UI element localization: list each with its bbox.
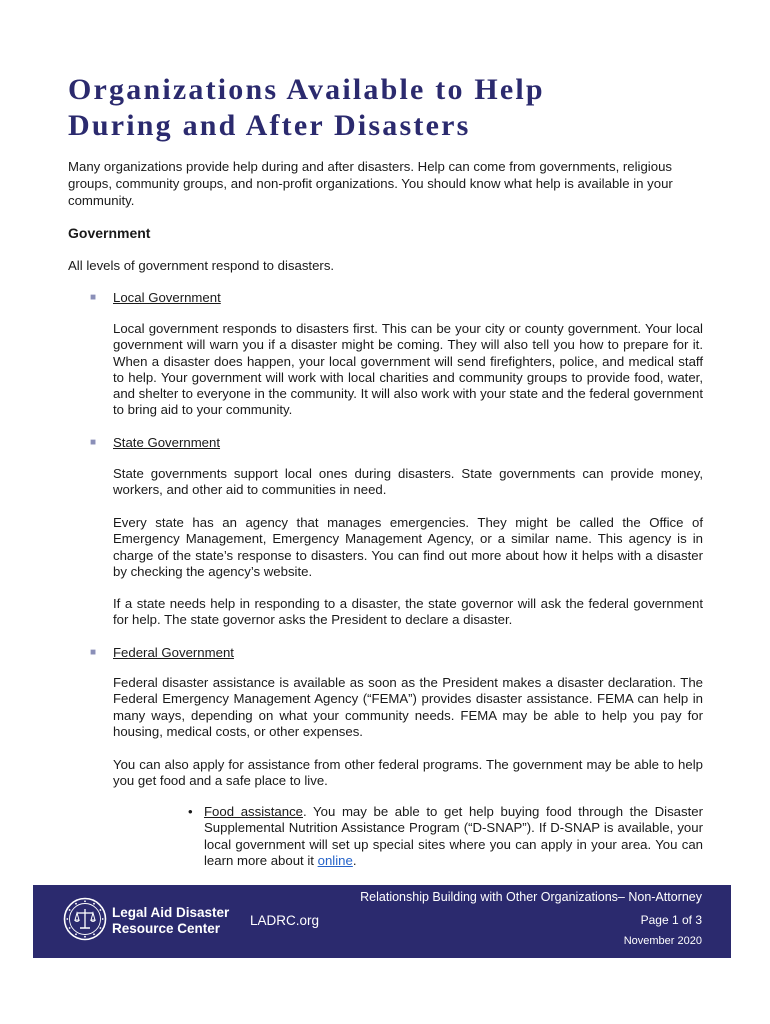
state-government-paragraph-3: If a state needs help in responding to a disaster, the state governor will ask the federal government for help. The state governor asks the President to declare a disaster. <box>113 596 703 628</box>
section-lead: All levels of government respond to disasters. <box>68 258 335 273</box>
page-number: Page 1 of 3 <box>640 913 702 927</box>
intro-paragraph: Many organizations provide help during and after disasters. Help can come from governments, religious groups, community groups, and non-profit organizations. You should know what help is available in your community. <box>68 159 673 208</box>
state-government-paragraph-1: State governments support local ones during disasters. State governments can provide money, workers, and other aid to communities in need. <box>113 466 703 498</box>
state-government-heading: State Government <box>113 435 221 450</box>
food-assistance-item <box>188 804 703 869</box>
bullet-icon: ■ <box>90 437 97 448</box>
state-government-paragraph-2: Every state has an agency that manages emergencies. They might be called the Office of Emergency Management, Emergency Management Agency, or a similar name. This agency is in charge of the state’s response to disasters. You can find out more about how it helps with a disaster by checking the agency’s website. <box>113 515 703 579</box>
org-name-line-1: Legal Aid Disaster <box>112 905 230 920</box>
food-assistance-label: Food assistance <box>204 804 303 819</box>
title-line-1: Organizations Available to Help <box>68 73 545 106</box>
federal-government-paragraph-2: You can also apply for assistance from other federal programs. The government may be able to help you get food and a safe place to live. <box>113 757 703 789</box>
footer-date: November 2020 <box>623 935 702 947</box>
federal-government-heading: Federal Government <box>113 645 234 660</box>
section-heading: Government <box>68 225 151 241</box>
food-assistance-text <box>204 804 703 869</box>
online-link[interactable]: online <box>317 852 353 868</box>
footer-document-title: Relationship Building with Other Organizations– Non-Attorney <box>360 890 702 904</box>
org-name-line-2: Resource Center <box>112 921 221 936</box>
website-url: LADRC.org <box>250 913 320 928</box>
ladrc-seal-logo <box>63 897 107 941</box>
title-line-2: During and After Disasters <box>68 109 471 142</box>
footer-banner <box>33 885 731 958</box>
federal-government-paragraph-1: Federal disaster assistance is available as soon as the President makes a disaster declaration. The Federal Emergency Management Agency (“FEMA”) provides disaster assistance. FEMA can help in many ways, depending on what your community needs. FEMA may be able to help you pay for housing, medical costs, or other expenses. <box>113 675 703 739</box>
bullet-icon: ■ <box>90 647 97 658</box>
food-assistance-end: . <box>352 852 357 868</box>
local-government-paragraph: Local government responds to disasters first. This can be your city or county government. Your local government will warn you if a disaster might be coming. They will also tell you how to prepare for it. When a disaster does happen, your local government will send firefighters, police, and medical staff to help. Your government will work with local charities and community groups to provide food, water, and shelter to everyone in the community. It will also work with your state and the federal government to bring aid to your community. <box>113 321 703 418</box>
bullet-icon: ■ <box>90 292 97 303</box>
local-government-heading: Local Government <box>113 290 221 305</box>
food-assistance-body: . You may be able to get help buying food through the Disaster Supplemental Nutrition Assistance Program (“D-SNAP”). If D-SNAP is available, your local government will set up special sites where you can apply in your area. You can learn more about it <box>204 804 703 868</box>
bullet-dot-icon: • <box>188 804 193 819</box>
page-title <box>68 72 545 144</box>
organization-name <box>112 905 229 937</box>
